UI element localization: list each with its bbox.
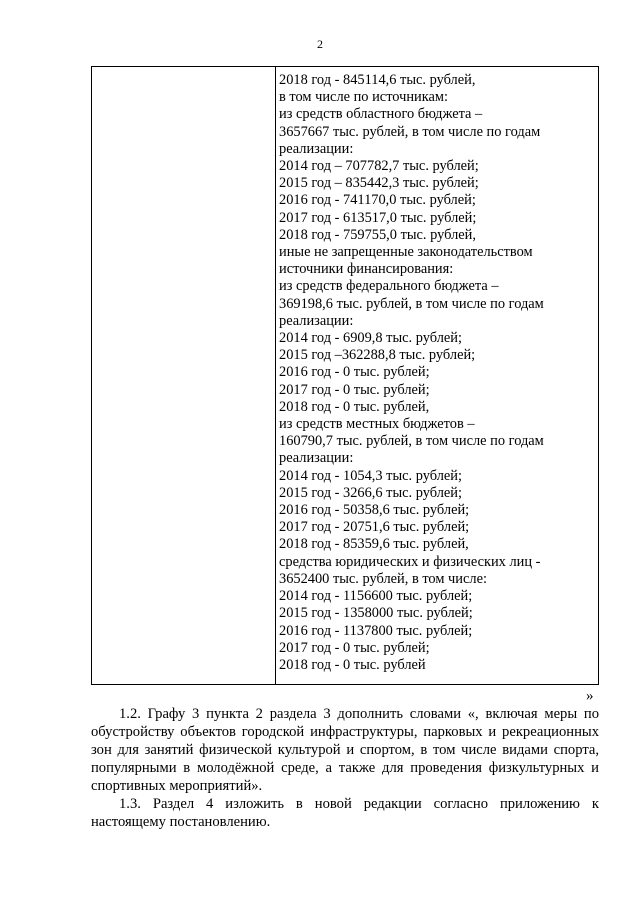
table-cell-line: 2016 год - 0 тыс. рублей;: [279, 364, 430, 381]
table-cell-line: источники финансирования:: [279, 261, 454, 278]
table-column-divider: [275, 67, 276, 684]
table-cell-line: 2015 год – 835442,3 тыс. рублей;: [279, 175, 479, 192]
table-cell-line: 2016 год - 1137800 тыс. рублей;: [279, 622, 473, 639]
table-cell-line: 2018 год - 0 тыс. рублей: [279, 656, 426, 673]
table-cell-line: 369198,6 тыс. рублей, в том числе по годам: [279, 295, 544, 312]
table-cell-line: 2015 год –362288,8 тыс. рублей;: [279, 347, 476, 364]
body-paragraphs: [91, 705, 599, 831]
table-cell-line: 2018 год - 0 тыс. рублей,: [279, 398, 430, 415]
table-cell-line: 2018 год - 759755,0 тыс. рублей,: [279, 226, 476, 243]
table-cell-line: 3652400 тыс. рублей, в том числе:: [279, 570, 487, 587]
table-cell-line: реализации:: [279, 450, 354, 467]
table-cell-line: 2016 год - 741170,0 тыс. рублей;: [279, 192, 476, 209]
table-cell-line: 2017 год - 0 тыс. рублей;: [279, 639, 430, 656]
table-cell-line: 2017 год - 613517,0 тыс. рублей;: [279, 209, 477, 226]
closing-quote: »: [586, 688, 594, 704]
table-cell-line: 3657667 тыс. рублей, в том числе по годам: [279, 123, 541, 140]
table-cell-line: 2017 год - 0 тыс. рублей;: [279, 381, 430, 398]
table-cell-line: 2017 год - 20751,6 тыс. рублей;: [279, 519, 470, 536]
table-cell-line: 2015 год - 1358000 тыс. рублей;: [279, 605, 473, 622]
table-cell-line: 2016 год - 50358,6 тыс. рублей;: [279, 502, 470, 519]
table-cell-line: 2018 год - 85359,6 тыс. рублей,: [279, 536, 469, 553]
page-number: 2: [317, 37, 323, 51]
table-cell-line: 2015 год - 3266,6 тыс. рублей;: [279, 484, 462, 501]
table-cell-line: 2018 год - 845114,6 тыс. рублей,: [279, 72, 476, 88]
table-cell-line: 2014 год - 1156600 тыс. рублей;: [279, 588, 473, 605]
table-cell-line: 2014 год - 6909,8 тыс. рублей;: [279, 330, 462, 347]
table-cell-line: в том числе по источникам:: [279, 89, 449, 106]
table-cell-line: средства юридических и физических лиц -: [279, 553, 541, 570]
table-cell-line: из средств местных бюджетов –: [279, 416, 475, 433]
table-cell-line: из средств областного бюджета –: [279, 106, 483, 123]
table-cell-line: 160790,7 тыс. рублей, в том числе по годам: [279, 433, 544, 450]
table-cell-line: 2014 год – 707782,7 тыс. рублей;: [279, 158, 479, 175]
table-cell-line: из средств федерального бюджета –: [279, 278, 499, 295]
paragraph-1-3: 1.3. Раздел 4 изложить в новой редакции согласно приложению к настоящему постановлению.: [91, 796, 599, 830]
paragraph-1-2: 1.2. Графу 3 пункта 2 раздела 3 дополнить словами «, включая меры по обустройству объектов городской инфраструктуры, парковых и рекреационных зон для занятий физической культурой и спортом, в том числе видами спорта, популярными в молодёжной среде, а также для проведения физкультурных и спортивных мероприятий».: [91, 706, 599, 794]
table-cell-line: иные не запрещенные законодательством: [279, 244, 533, 261]
table-cell-line: реализации:: [279, 140, 354, 157]
table-cell-line: реализации:: [279, 312, 354, 329]
table-right-cell: [279, 72, 597, 674]
table-cell-line: 2014 год - 1054,3 тыс. рублей;: [279, 467, 462, 484]
funding-table: [91, 66, 599, 685]
